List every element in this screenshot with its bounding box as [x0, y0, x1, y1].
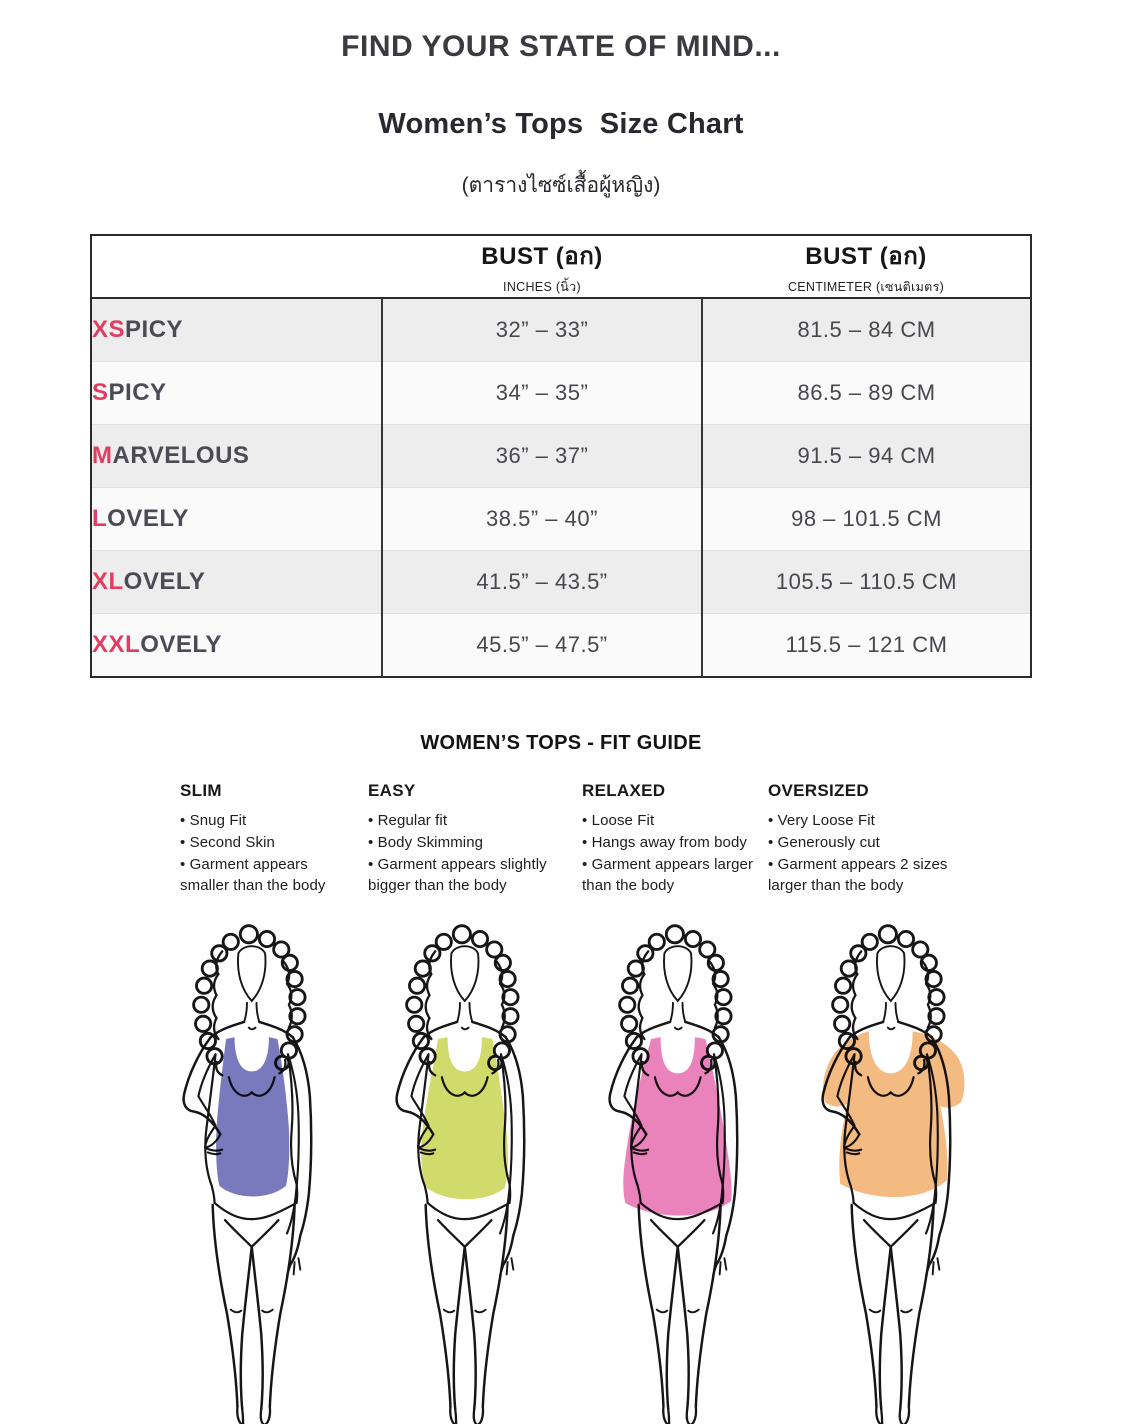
size-name-cell: [91, 614, 382, 678]
bust-cm-subtitle: CENTIMETER (เซนติเมตร): [787, 280, 945, 294]
fit-bullet: • Second Skin: [180, 832, 354, 854]
table-row: [91, 298, 1031, 362]
size-table-header: [91, 235, 1031, 298]
fit-bullet: • Very Loose Fit: [768, 810, 966, 832]
header-row: [91, 235, 1031, 298]
fit-column: [768, 781, 980, 897]
size-name: OVELY: [107, 505, 189, 532]
size-name-cell: [91, 551, 382, 614]
size-column-header: [91, 235, 382, 298]
size-prefix: M: [92, 442, 113, 469]
table-row: [91, 425, 1031, 488]
page-header: [0, 0, 1122, 202]
fit-bullet: • Body Skimming: [368, 832, 568, 854]
bust-inches-header: [382, 235, 702, 298]
fit-bullets: [180, 810, 368, 897]
fit-name: EASY: [368, 781, 416, 800]
size-prefix: XXL: [92, 631, 141, 658]
fit-name: RELAXED: [582, 781, 666, 800]
page-title: FIND YOUR STATE OF MIND...: [341, 30, 781, 63]
fit-name: OVERSIZED: [768, 781, 869, 800]
table-row: [91, 551, 1031, 614]
fit-bullet: • Garment appears smaller than the body: [180, 854, 354, 898]
fit-bullets: [768, 810, 980, 897]
page-subtitle-thai: (ตารางไซซ์เสื้อผู้หญิง): [461, 174, 661, 197]
size-table: [90, 234, 1032, 678]
bust-inches-value: 38.5” – 40”: [382, 488, 702, 551]
size-name: PICY: [125, 316, 184, 343]
bust-inches-value: 45.5” – 47.5”: [382, 614, 702, 678]
size-name: OVELY: [140, 631, 222, 658]
size-prefix: XS: [92, 316, 126, 343]
fit-bullets: [368, 810, 582, 897]
fit-column: [582, 781, 768, 897]
size-prefix: S: [92, 379, 109, 406]
fit-bullet: • Hangs away from body: [582, 832, 754, 854]
fit-column: [368, 781, 582, 897]
page-subtitle: Women’s Tops Size Chart: [378, 108, 744, 140]
fit-bullet: • Regular fit: [368, 810, 568, 832]
bust-inches-value: 34” – 35”: [382, 362, 702, 425]
table-row: [91, 614, 1031, 678]
bust-cm-value: 115.5 – 121 CM: [702, 614, 1031, 678]
size-table-body: [91, 298, 1031, 677]
fit-columns: [180, 781, 1122, 897]
size-name-cell: [91, 362, 382, 425]
size-name: OVELY: [123, 568, 206, 595]
bust-inches-title: BUST (อก): [481, 243, 603, 270]
fit-figures: [150, 919, 1002, 1424]
size-name: PICY: [108, 379, 167, 406]
table-row: [91, 362, 1031, 425]
bust-cm-value: 105.5 – 110.5 CM: [702, 551, 1031, 614]
size-name-cell: [91, 488, 382, 551]
bust-cm-value: 81.5 – 84 CM: [702, 298, 1031, 362]
bust-cm-title: BUST (อก): [805, 243, 927, 270]
bust-inches-subtitle: INCHES (นิ้ว): [503, 280, 581, 294]
bust-cm-value: 91.5 – 94 CM: [702, 425, 1031, 488]
size-name-cell: [91, 425, 382, 488]
fit-bullet: • Garment appears 2 sizes larger than the body: [768, 854, 966, 898]
fit-figure-oversized: [789, 919, 1002, 1424]
bust-cm-header: [702, 235, 1031, 298]
bust-inches-value: 32” – 33”: [382, 298, 702, 362]
fit-figure-relaxed: [576, 919, 789, 1424]
size-prefix: L: [92, 505, 108, 532]
size-name-cell: [91, 298, 382, 362]
bust-cm-value: 98 – 101.5 CM: [702, 488, 1031, 551]
easy-top-shape: [421, 1037, 508, 1199]
fit-bullets: [582, 810, 768, 897]
bust-cm-value: 86.5 – 89 CM: [702, 362, 1031, 425]
fit-guide-title: WOMEN’S TOPS - FIT GUIDE: [420, 732, 702, 754]
size-name: ARVELOUS: [112, 442, 250, 469]
bust-inches-value: 41.5” – 43.5”: [382, 551, 702, 614]
slim-top-shape: [216, 1037, 289, 1196]
fit-name: SLIM: [180, 781, 222, 800]
size-prefix: XL: [92, 568, 124, 595]
fit-figure-easy: [363, 919, 576, 1424]
fit-bullet: • Loose Fit: [582, 810, 754, 832]
fit-bullet: • Garment appears larger than the body: [582, 854, 754, 898]
bust-inches-value: 36” – 37”: [382, 425, 702, 488]
fit-guide-section: [0, 732, 1122, 1424]
oversized-top-shape: [823, 1031, 965, 1197]
table-row: [91, 488, 1031, 551]
fit-bullet: • Generously cut: [768, 832, 966, 854]
fit-bullet: • Garment appears slightly bigger than the body: [368, 854, 568, 898]
fit-figure-slim: [150, 919, 363, 1424]
fit-column: [180, 781, 368, 897]
fit-bullet: • Snug Fit: [180, 810, 354, 832]
